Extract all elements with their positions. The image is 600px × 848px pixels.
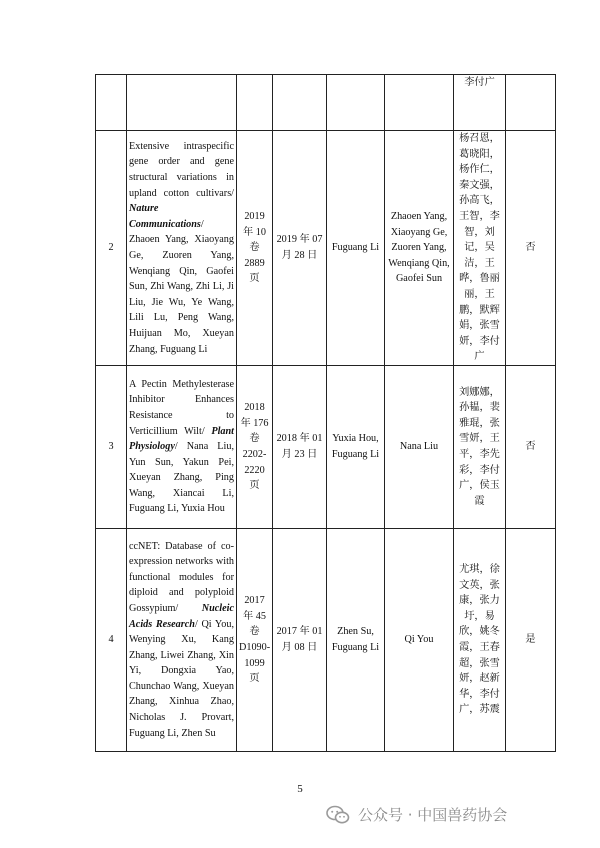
paper-authors: / Qi You, Wenying Xu, Kang Zhang, Liwei Zhang, Xin Yi, Dongxia Yao, Chunchao Wang, Xueyan Zhang, Xinhua Zhao, Nicholas J. Provart, Fuguang Li, Zhen Su — [129, 618, 234, 739]
wechat-icon — [326, 805, 350, 825]
chinese-authors: 尤琪，徐文英，张康，张力圩，易欣，姚冬霞，王春超，张雪妍，赵新华，李付广，苏震 — [454, 528, 506, 751]
paper-title: A Pectin Methylesterase Inhibitor Enhances Resistance to Verticillium Wilt/ — [129, 378, 234, 437]
paper-authors: / Nana Liu, Yun Sun, Yakun Pei, Xueyan Zhang, Ping Wang, Xiancai Li, Fuguang Li, Yuxia Hou — [129, 441, 234, 515]
chinese-authors: 李付广 — [454, 75, 506, 131]
journal-name: Nature Communications — [129, 203, 201, 230]
volume-pages — [237, 75, 273, 131]
chinese-authors: 杨召恩，葛晓阳，杨作仁，秦文强，孙高飞，王智，李智，刘记，吴洁，王晔，鲁丽丽，王鹏，默辉娟，张雪妍，李付广 — [454, 131, 506, 366]
paper-info — [127, 131, 237, 366]
publish-date: 2019 年 07 月 28 日 — [273, 131, 327, 366]
first-author — [385, 75, 454, 131]
journal-name: Nucleic Acids Research — [129, 602, 234, 630]
paper-authors: / Zhaoen Yang, Xiaoyang Ge, Zuoren Yang, Wenqiang Qin, Gaofei Sun, Zhi Wang, Zhi Li, Ji Liu, Jie Wu, Ye Wang, Lili Lu, Peng Wang, Huijuan Mo, Xueyan Zhang, Fuguang Li — [129, 218, 234, 355]
table-row — [96, 131, 556, 366]
publications-table — [95, 74, 556, 752]
table-row — [96, 75, 556, 131]
watermark — [326, 804, 507, 825]
row-number: 4 — [96, 528, 127, 751]
page-number: 5 — [297, 783, 303, 795]
flag-cell: 是 — [506, 528, 556, 751]
flag-cell: 否 — [506, 131, 556, 366]
volume-pages: 2018 年 176 卷 2202-2220 页 — [237, 365, 273, 528]
volume-pages: 2017 年 45 卷 D1090-1099 页 — [237, 528, 273, 751]
volume-pages: 2019 年 10 卷 2889 页 — [237, 131, 273, 366]
chinese-authors: 刘娜娜，孙韫，裴雅琨，张雪妍，王平，李先彩，李付广，侯玉霞 — [454, 365, 506, 528]
flag-cell: 否 — [506, 365, 556, 528]
table-row — [96, 365, 556, 528]
watermark-text: 公众号 · 中国兽药协会 — [358, 806, 508, 824]
paper-info — [127, 528, 237, 751]
corresponding-author: Yuxia Hou, Fuguang Li — [327, 365, 385, 528]
publish-date — [273, 75, 327, 131]
flag-cell — [506, 75, 556, 131]
corresponding-author — [327, 75, 385, 131]
paper-title: ccNET: Database of co-expression networks with functional modules for diploid and polyploid Gossypium/ — [129, 540, 234, 614]
corresponding-author: Zhen Su, Fuguang Li — [327, 528, 385, 751]
paper-title: Extensive intraspecific gene order and gene structural variations in upland cotton cultivars/ — [129, 140, 234, 199]
row-number: 2 — [96, 131, 127, 366]
first-author: Nana Liu — [385, 365, 454, 528]
journal-name: Plant Physiology — [129, 425, 234, 453]
paper-info — [127, 365, 237, 528]
first-author: Qi You — [385, 528, 454, 751]
table-row — [96, 528, 556, 751]
row-number — [96, 75, 127, 131]
row-number: 3 — [96, 365, 127, 528]
paper-info — [127, 75, 237, 131]
corresponding-author: Fuguang Li — [327, 131, 385, 366]
publish-date: 2017 年 01 月 08 日 — [273, 528, 327, 751]
publish-date: 2018 年 01 月 23 日 — [273, 365, 327, 528]
first-author: Zhaoen Yang, Xiaoyang Ge, Zuoren Yang, Wenqiang Qin, Gaofei Sun — [385, 131, 454, 366]
